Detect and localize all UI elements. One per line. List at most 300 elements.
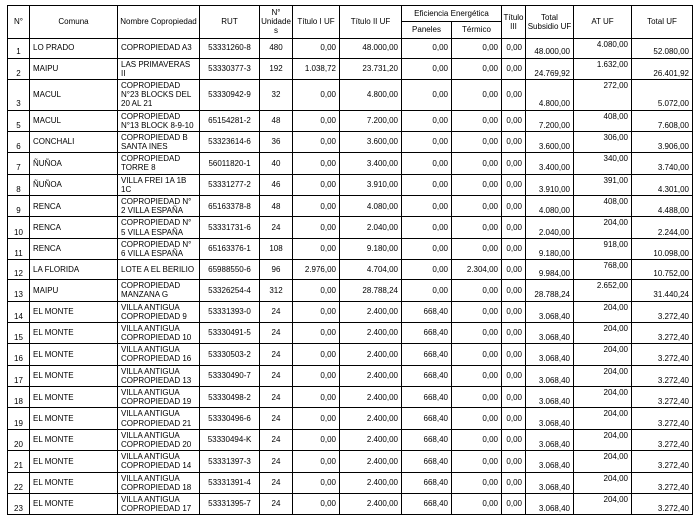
cell-comuna: MAIPU: [30, 58, 118, 79]
cell-unidades: 192: [260, 58, 293, 79]
cell-termico: 0,00: [452, 153, 502, 174]
cell-total: 3.272,40: [632, 472, 693, 493]
cell-total_subsidio: 24.769,92: [526, 58, 574, 79]
cell-n: 20: [8, 429, 30, 450]
cell-termico: 0,00: [452, 408, 502, 429]
header-paneles: Paneles: [402, 22, 452, 38]
cell-titulo2: 28.788,24: [340, 280, 402, 301]
table-row: [8, 429, 693, 450]
cell-comuna: CONCHALI: [30, 131, 118, 152]
cell-titulo1: 2.976,00: [293, 260, 340, 280]
cell-comuna: EL MONTE: [30, 472, 118, 493]
cell-titulo1: 0,00: [293, 429, 340, 450]
cell-unidades: 24: [260, 344, 293, 365]
cell-total_subsidio: 3.068,40: [526, 472, 574, 493]
cell-comuna: EL MONTE: [30, 322, 118, 343]
cell-comuna: EL MONTE: [30, 344, 118, 365]
cell-titulo1: 0,00: [293, 110, 340, 131]
cell-at: 340,00: [574, 153, 632, 174]
cell-total: 3.272,40: [632, 344, 693, 365]
cell-titulo2: 7.200,00: [340, 110, 402, 131]
table-row: [8, 365, 693, 386]
cell-titulo2: 9.180,00: [340, 238, 402, 259]
cell-titulo2: 3.400,00: [340, 153, 402, 174]
cell-nombre: COPROPIEDAD N°13 BLOCK 8-9-10: [118, 110, 200, 131]
cell-titulo2: 2.400,00: [340, 451, 402, 472]
table-row: [8, 153, 693, 174]
header-rut: RUT: [200, 6, 260, 39]
cell-termico: 0,00: [452, 217, 502, 238]
cell-at: 391,00: [574, 174, 632, 195]
cell-n: 9: [8, 196, 30, 217]
cell-at: 204,00: [574, 322, 632, 343]
cell-nombre: VILLA ANTIGUA COPROPIEDAD 17: [118, 493, 200, 514]
cell-unidades: 96: [260, 260, 293, 280]
cell-total: 3.272,40: [632, 322, 693, 343]
cell-total: 3.272,40: [632, 429, 693, 450]
cell-paneles: 668,40: [402, 429, 452, 450]
cell-titulo2: 2.400,00: [340, 429, 402, 450]
cell-rut: 53331260-8: [200, 38, 260, 58]
cell-total: 3.272,40: [632, 451, 693, 472]
cell-termico: 0,00: [452, 110, 502, 131]
cell-titulo3: 0,00: [502, 301, 526, 322]
cell-rut: 53326254-4: [200, 280, 260, 301]
cell-rut: 65163376-1: [200, 238, 260, 259]
table-row: [8, 451, 693, 472]
cell-titulo3: 0,00: [502, 131, 526, 152]
cell-at: 204,00: [574, 408, 632, 429]
cell-total_subsidio: 3.068,40: [526, 344, 574, 365]
cell-titulo2: 23.731,20: [340, 58, 402, 79]
cell-rut: 53330491-5: [200, 322, 260, 343]
cell-n: 1: [8, 38, 30, 58]
cell-unidades: 24: [260, 387, 293, 408]
table-row: [8, 301, 693, 322]
cell-termico: 0,00: [452, 38, 502, 58]
cell-nombre: VILLA ANTIGUA COPROPIEDAD 19: [118, 387, 200, 408]
cell-comuna: MACUL: [30, 79, 118, 110]
cell-n: 3: [8, 79, 30, 110]
cell-unidades: 24: [260, 217, 293, 238]
cell-total: 3.272,40: [632, 301, 693, 322]
cell-n: 10: [8, 217, 30, 238]
cell-titulo1: 0,00: [293, 79, 340, 110]
cell-paneles: 668,40: [402, 322, 452, 343]
table-row: [8, 472, 693, 493]
table-row: [8, 110, 693, 131]
cell-paneles: 0,00: [402, 280, 452, 301]
cell-total: 7.608,00: [632, 110, 693, 131]
cell-comuna: MACUL: [30, 110, 118, 131]
cell-unidades: 46: [260, 174, 293, 195]
cell-total_subsidio: 9.180,00: [526, 238, 574, 259]
cell-unidades: 24: [260, 472, 293, 493]
cell-paneles: 668,40: [402, 365, 452, 386]
cell-termico: 0,00: [452, 472, 502, 493]
cell-unidades: 48: [260, 196, 293, 217]
cell-n: 18: [8, 387, 30, 408]
cell-titulo3: 0,00: [502, 217, 526, 238]
cell-total_subsidio: 9.984,00: [526, 260, 574, 280]
cell-titulo1: 0,00: [293, 238, 340, 259]
cell-paneles: 0,00: [402, 196, 452, 217]
cell-titulo3: 0,00: [502, 365, 526, 386]
table-row: [8, 280, 693, 301]
cell-paneles: 0,00: [402, 217, 452, 238]
cell-titulo2: 2.400,00: [340, 344, 402, 365]
cell-comuna: ÑUÑOA: [30, 174, 118, 195]
cell-total_subsidio: 3.068,40: [526, 322, 574, 343]
header-total-subsidio-uf: Total Subsidio UF: [526, 6, 574, 39]
cell-n: 14: [8, 301, 30, 322]
cell-total: 52.080,00: [632, 38, 693, 58]
cell-titulo3: 0,00: [502, 344, 526, 365]
cell-rut: 53323614-6: [200, 131, 260, 152]
cell-titulo3: 0,00: [502, 174, 526, 195]
cell-titulo1: 0,00: [293, 322, 340, 343]
cell-nombre: COPROPIEDAD N° 6 VILLA ESPAÑA: [118, 238, 200, 259]
cell-total: 10.098,00: [632, 238, 693, 259]
cell-total: 26.401,92: [632, 58, 693, 79]
table-row: [8, 344, 693, 365]
cell-unidades: 24: [260, 451, 293, 472]
cell-n: 5: [8, 110, 30, 131]
cell-total: 4.488,00: [632, 196, 693, 217]
cell-comuna: LA FLORIDA: [30, 260, 118, 280]
table-body: [8, 38, 693, 515]
cell-paneles: 0,00: [402, 260, 452, 280]
cell-termico: 0,00: [452, 322, 502, 343]
cell-n: 11: [8, 238, 30, 259]
table-row: [8, 131, 693, 152]
cell-titulo2: 2.400,00: [340, 301, 402, 322]
cell-titulo1: 0,00: [293, 217, 340, 238]
cell-n: 21: [8, 451, 30, 472]
cell-total_subsidio: 3.910,00: [526, 174, 574, 195]
cell-rut: 65988550-6: [200, 260, 260, 280]
cell-titulo3: 0,00: [502, 153, 526, 174]
cell-nombre: COPROPIEDAD TORRE 8: [118, 153, 200, 174]
cell-at: 204,00: [574, 365, 632, 386]
cell-at: 204,00: [574, 451, 632, 472]
cell-rut: 56011820-1: [200, 153, 260, 174]
header-comuna: Comuna: [30, 6, 118, 39]
cell-total_subsidio: 3.600,00: [526, 131, 574, 152]
cell-rut: 65163378-8: [200, 196, 260, 217]
cell-at: 204,00: [574, 472, 632, 493]
cell-comuna: EL MONTE: [30, 451, 118, 472]
cell-titulo2: 2.400,00: [340, 365, 402, 386]
cell-total_subsidio: 3.068,40: [526, 365, 574, 386]
cell-total: 3.906,00: [632, 131, 693, 152]
header-num: N°: [8, 6, 30, 39]
cell-titulo3: 0,00: [502, 429, 526, 450]
cell-nombre: LAS PRIMAVERAS II: [118, 58, 200, 79]
table-row: [8, 79, 693, 110]
cell-total_subsidio: 3.068,40: [526, 429, 574, 450]
table-header: [8, 6, 693, 39]
cell-termico: 0,00: [452, 451, 502, 472]
cell-titulo1: 1.038,72: [293, 58, 340, 79]
cell-rut: 53330942-9: [200, 79, 260, 110]
cell-total_subsidio: 2.040,00: [526, 217, 574, 238]
cell-titulo3: 0,00: [502, 260, 526, 280]
cell-nombre: COPROPIEDAD N°23 BLOCKS DEL 20 AL 21: [118, 79, 200, 110]
cell-at: 204,00: [574, 217, 632, 238]
cell-n: 15: [8, 322, 30, 343]
table-row: [8, 408, 693, 429]
cell-termico: 2.304,00: [452, 260, 502, 280]
cell-unidades: 32: [260, 79, 293, 110]
cell-paneles: 668,40: [402, 344, 452, 365]
cell-unidades: 480: [260, 38, 293, 58]
cell-n: 19: [8, 408, 30, 429]
cell-rut: 53331731-6: [200, 217, 260, 238]
cell-n: 23: [8, 493, 30, 514]
cell-titulo1: 0,00: [293, 365, 340, 386]
cell-paneles: 0,00: [402, 238, 452, 259]
cell-titulo1: 0,00: [293, 301, 340, 322]
cell-unidades: 48: [260, 110, 293, 131]
cell-paneles: 0,00: [402, 174, 452, 195]
cell-titulo2: 2.400,00: [340, 387, 402, 408]
cell-titulo1: 0,00: [293, 174, 340, 195]
cell-titulo3: 0,00: [502, 58, 526, 79]
cell-titulo1: 0,00: [293, 280, 340, 301]
cell-termico: 0,00: [452, 493, 502, 514]
cell-titulo1: 0,00: [293, 451, 340, 472]
header-titulo-3: Título III: [502, 6, 526, 39]
cell-titulo3: 0,00: [502, 38, 526, 58]
table-row: [8, 493, 693, 514]
cell-total: 2.244,00: [632, 217, 693, 238]
cell-total_subsidio: 3.400,00: [526, 153, 574, 174]
cell-unidades: 24: [260, 408, 293, 429]
header-num-unidades: N° Unidades: [260, 6, 293, 39]
cell-at: 306,00: [574, 131, 632, 152]
cell-at: 408,00: [574, 196, 632, 217]
cell-titulo1: 0,00: [293, 344, 340, 365]
cell-rut: 53330494-K: [200, 429, 260, 450]
cell-paneles: 668,40: [402, 408, 452, 429]
subsidios-table: [7, 5, 693, 515]
cell-total: 3.740,00: [632, 153, 693, 174]
cell-total_subsidio: 7.200,00: [526, 110, 574, 131]
cell-at: 408,00: [574, 110, 632, 131]
cell-titulo1: 0,00: [293, 493, 340, 514]
cell-titulo2: 4.704,00: [340, 260, 402, 280]
cell-at: 2.652,00: [574, 280, 632, 301]
cell-at: 204,00: [574, 301, 632, 322]
cell-n: 7: [8, 153, 30, 174]
cell-n: 12: [8, 260, 30, 280]
cell-paneles: 0,00: [402, 38, 452, 58]
cell-total_subsidio: 4.800,00: [526, 79, 574, 110]
cell-n: 13: [8, 280, 30, 301]
cell-titulo2: 2.400,00: [340, 493, 402, 514]
cell-termico: 0,00: [452, 280, 502, 301]
cell-nombre: COPROPIEDAD A3: [118, 38, 200, 58]
cell-nombre: VILLA ANTIGUA COPROPIEDAD 9: [118, 301, 200, 322]
cell-nombre: VILLA ANTIGUA COPROPIEDAD 20: [118, 429, 200, 450]
cell-total_subsidio: 48.000,00: [526, 38, 574, 58]
cell-comuna: EL MONTE: [30, 493, 118, 514]
cell-titulo2: 2.400,00: [340, 322, 402, 343]
cell-titulo3: 0,00: [502, 493, 526, 514]
cell-termico: 0,00: [452, 174, 502, 195]
cell-at: 768,00: [574, 260, 632, 280]
cell-n: 8: [8, 174, 30, 195]
cell-total: 31.440,24: [632, 280, 693, 301]
cell-unidades: 24: [260, 429, 293, 450]
cell-total_subsidio: 3.068,40: [526, 387, 574, 408]
cell-nombre: COPROPIEDAD N° 5 VILLA ESPAÑA: [118, 217, 200, 238]
cell-rut: 53330490-7: [200, 365, 260, 386]
cell-termico: 0,00: [452, 344, 502, 365]
cell-termico: 0,00: [452, 79, 502, 110]
cell-nombre: VILLA ANTIGUA COPROPIEDAD 16: [118, 344, 200, 365]
cell-comuna: EL MONTE: [30, 387, 118, 408]
cell-rut: 53331397-3: [200, 451, 260, 472]
table-row: [8, 196, 693, 217]
cell-titulo1: 0,00: [293, 131, 340, 152]
cell-total_subsidio: 3.068,40: [526, 408, 574, 429]
cell-titulo1: 0,00: [293, 196, 340, 217]
table-row: [8, 322, 693, 343]
cell-rut: 53330503-2: [200, 344, 260, 365]
cell-nombre: VILLA ANTIGUA COPROPIEDAD 18: [118, 472, 200, 493]
cell-comuna: EL MONTE: [30, 429, 118, 450]
cell-rut: 53331391-4: [200, 472, 260, 493]
cell-titulo1: 0,00: [293, 387, 340, 408]
table-row: [8, 174, 693, 195]
cell-paneles: 0,00: [402, 153, 452, 174]
cell-at: 4.080,00: [574, 38, 632, 58]
cell-at: 272,00: [574, 79, 632, 110]
cell-termico: 0,00: [452, 301, 502, 322]
cell-titulo2: 3.600,00: [340, 131, 402, 152]
cell-titulo2: 2.400,00: [340, 472, 402, 493]
cell-total: 4.301,00: [632, 174, 693, 195]
cell-comuna: LO PRADO: [30, 38, 118, 58]
cell-termico: 0,00: [452, 387, 502, 408]
cell-total: 5.072,00: [632, 79, 693, 110]
cell-titulo2: 4.800,00: [340, 79, 402, 110]
cell-paneles: 668,40: [402, 451, 452, 472]
cell-comuna: RENCA: [30, 196, 118, 217]
cell-titulo3: 0,00: [502, 79, 526, 110]
cell-titulo3: 0,00: [502, 451, 526, 472]
cell-comuna: RENCA: [30, 217, 118, 238]
cell-rut: 53330498-2: [200, 387, 260, 408]
cell-nombre: VILLA ANTIGUA COPROPIEDAD 21: [118, 408, 200, 429]
cell-titulo2: 3.910,00: [340, 174, 402, 195]
cell-total: 3.272,40: [632, 493, 693, 514]
cell-titulo3: 0,00: [502, 408, 526, 429]
cell-unidades: 24: [260, 301, 293, 322]
cell-titulo2: 48.000,00: [340, 38, 402, 58]
cell-rut: 53330377-3: [200, 58, 260, 79]
header-eficiencia-energetica: Eficiencia Energética: [402, 6, 502, 22]
cell-paneles: 668,40: [402, 493, 452, 514]
cell-titulo3: 0,00: [502, 110, 526, 131]
cell-nombre: VILLA ANTIGUA COPROPIEDAD 13: [118, 365, 200, 386]
cell-at: 204,00: [574, 493, 632, 514]
table-row: [8, 217, 693, 238]
cell-nombre: COPROPIEDAD N° 2 VILLA ESPAÑA: [118, 196, 200, 217]
cell-at: 204,00: [574, 344, 632, 365]
table-row: [8, 58, 693, 79]
cell-termico: 0,00: [452, 429, 502, 450]
cell-total_subsidio: 3.068,40: [526, 451, 574, 472]
cell-termico: 0,00: [452, 365, 502, 386]
header-at-uf: AT UF: [574, 6, 632, 39]
cell-total_subsidio: 3.068,40: [526, 301, 574, 322]
cell-n: 2: [8, 58, 30, 79]
cell-unidades: 36: [260, 131, 293, 152]
cell-total: 3.272,40: [632, 365, 693, 386]
cell-total: 3.272,40: [632, 408, 693, 429]
table-row: [8, 387, 693, 408]
cell-termico: 0,00: [452, 196, 502, 217]
cell-paneles: 668,40: [402, 472, 452, 493]
cell-total: 3.272,40: [632, 387, 693, 408]
cell-unidades: 24: [260, 322, 293, 343]
cell-comuna: ÑUÑOA: [30, 153, 118, 174]
cell-titulo2: 2.400,00: [340, 408, 402, 429]
cell-paneles: 0,00: [402, 110, 452, 131]
header-nombre-copropiedad: Nombre Copropiedad: [118, 6, 200, 39]
cell-titulo3: 0,00: [502, 280, 526, 301]
cell-comuna: RENCA: [30, 238, 118, 259]
cell-n: 22: [8, 472, 30, 493]
cell-rut: 53331277-2: [200, 174, 260, 195]
cell-comuna: EL MONTE: [30, 365, 118, 386]
cell-titulo1: 0,00: [293, 38, 340, 58]
cell-paneles: 0,00: [402, 58, 452, 79]
cell-titulo3: 0,00: [502, 387, 526, 408]
cell-total: 10.752,00: [632, 260, 693, 280]
header-titulo-2-uf: Título II UF: [340, 6, 402, 39]
table-row: [8, 238, 693, 259]
header-titulo-1-uf: Título I UF: [293, 6, 340, 39]
table-row: [8, 260, 693, 280]
cell-unidades: 312: [260, 280, 293, 301]
header-total-uf: Total UF: [632, 6, 693, 39]
cell-at: 204,00: [574, 387, 632, 408]
cell-termico: 0,00: [452, 238, 502, 259]
cell-n: 6: [8, 131, 30, 152]
cell-at: 204,00: [574, 429, 632, 450]
cell-titulo3: 0,00: [502, 322, 526, 343]
cell-unidades: 24: [260, 365, 293, 386]
cell-titulo1: 0,00: [293, 408, 340, 429]
cell-titulo3: 0,00: [502, 196, 526, 217]
cell-rut: 53331395-7: [200, 493, 260, 514]
table-row: [8, 38, 693, 58]
cell-nombre: COPROPIEDAD MANZANA G: [118, 280, 200, 301]
cell-titulo3: 0,00: [502, 472, 526, 493]
cell-unidades: 40: [260, 153, 293, 174]
cell-titulo2: 2.040,00: [340, 217, 402, 238]
cell-unidades: 24: [260, 493, 293, 514]
cell-rut: 65154281-2: [200, 110, 260, 131]
cell-total_subsidio: 3.068,40: [526, 493, 574, 514]
cell-comuna: EL MONTE: [30, 408, 118, 429]
cell-total_subsidio: 4.080,00: [526, 196, 574, 217]
cell-at: 1.632,00: [574, 58, 632, 79]
